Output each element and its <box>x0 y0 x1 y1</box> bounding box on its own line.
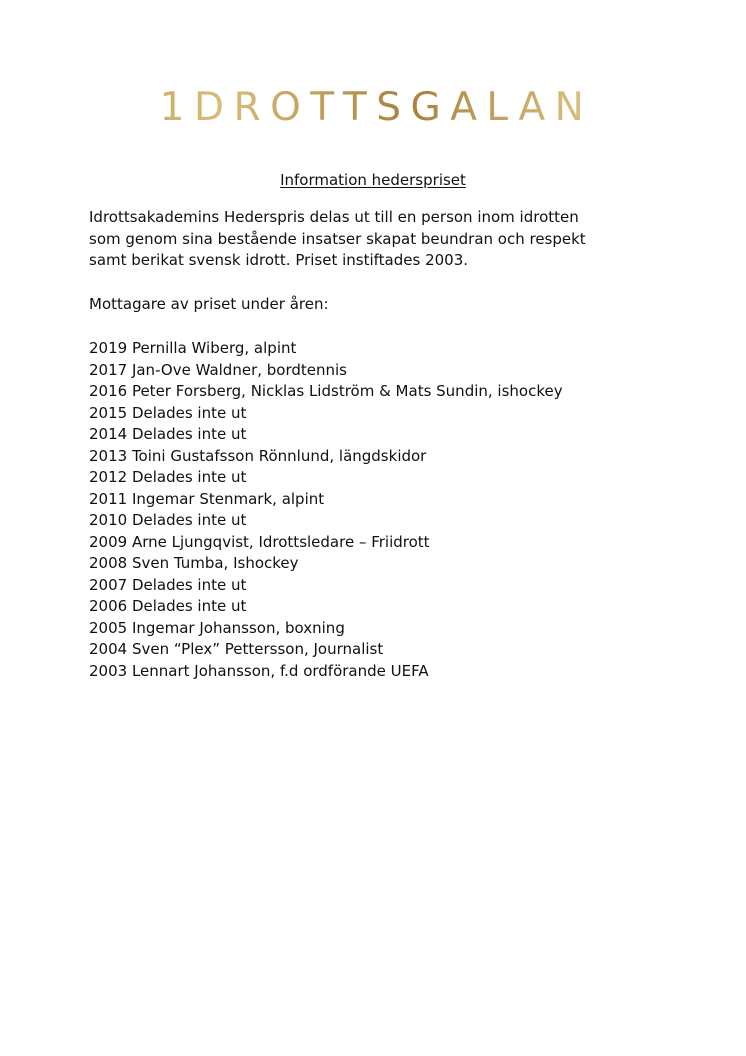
recipient-entry: 2016 Peter Forsberg, Nicklas Lidström & Mats Sundin, ishockey <box>89 382 563 400</box>
intro-line: Idrottsakademins Hederspris delas ut till en person inom idrotten <box>89 208 579 226</box>
recipient-entry: 2008 Sven Tumba, Ishockey <box>89 554 299 572</box>
recipient-entry: 2019 Pernilla Wiberg, alpint <box>89 339 297 357</box>
recipient-entry: 2009 Arne Ljungqvist, Idrottsledare – Friidrott <box>89 532 430 551</box>
recipient-entry: 2005 Ingemar Johansson, boxning <box>89 618 345 637</box>
recipient-entry: 2011 Ingemar Stenmark, alpint <box>89 489 325 508</box>
recipients-heading: Mottagare av priset under åren: <box>89 295 329 313</box>
intro-line: samt berikat svensk idrott. Priset instiftades 2003. <box>89 251 469 269</box>
recipient-entry: 2010 Delades inte ut <box>89 511 247 529</box>
recipient-entry: 2007 Delades inte ut <box>89 575 247 594</box>
recipient-entry: 2014 Delades inte ut <box>89 425 247 443</box>
idrottsgalan-logo: 1DROTTSGALAN <box>0 85 746 131</box>
recipient-entry: 2006 Delades inte ut <box>89 597 247 615</box>
recipient-entry: 2004 Sven “Plex” Pettersson, Journalist <box>89 640 384 658</box>
recipient-entry: 2012 Delades inte ut <box>89 468 247 486</box>
recipient-entry: 2003 Lennart Johansson, f.d ordförande UEFA <box>89 661 429 680</box>
document-title: Information hederspriset <box>280 171 466 189</box>
recipients-list <box>89 338 563 682</box>
recipient-entry: 2017 Jan-Ove Waldner, bordtennis <box>89 360 347 379</box>
intro-paragraph <box>89 207 649 272</box>
intro-line: som genom sina bestående insatser skapat beundran och respekt <box>89 229 586 248</box>
recipient-entry: 2013 Toini Gustafsson Rönnlund, längdskidor <box>89 446 427 465</box>
recipient-entry: 2015 Delades inte ut <box>89 403 247 422</box>
